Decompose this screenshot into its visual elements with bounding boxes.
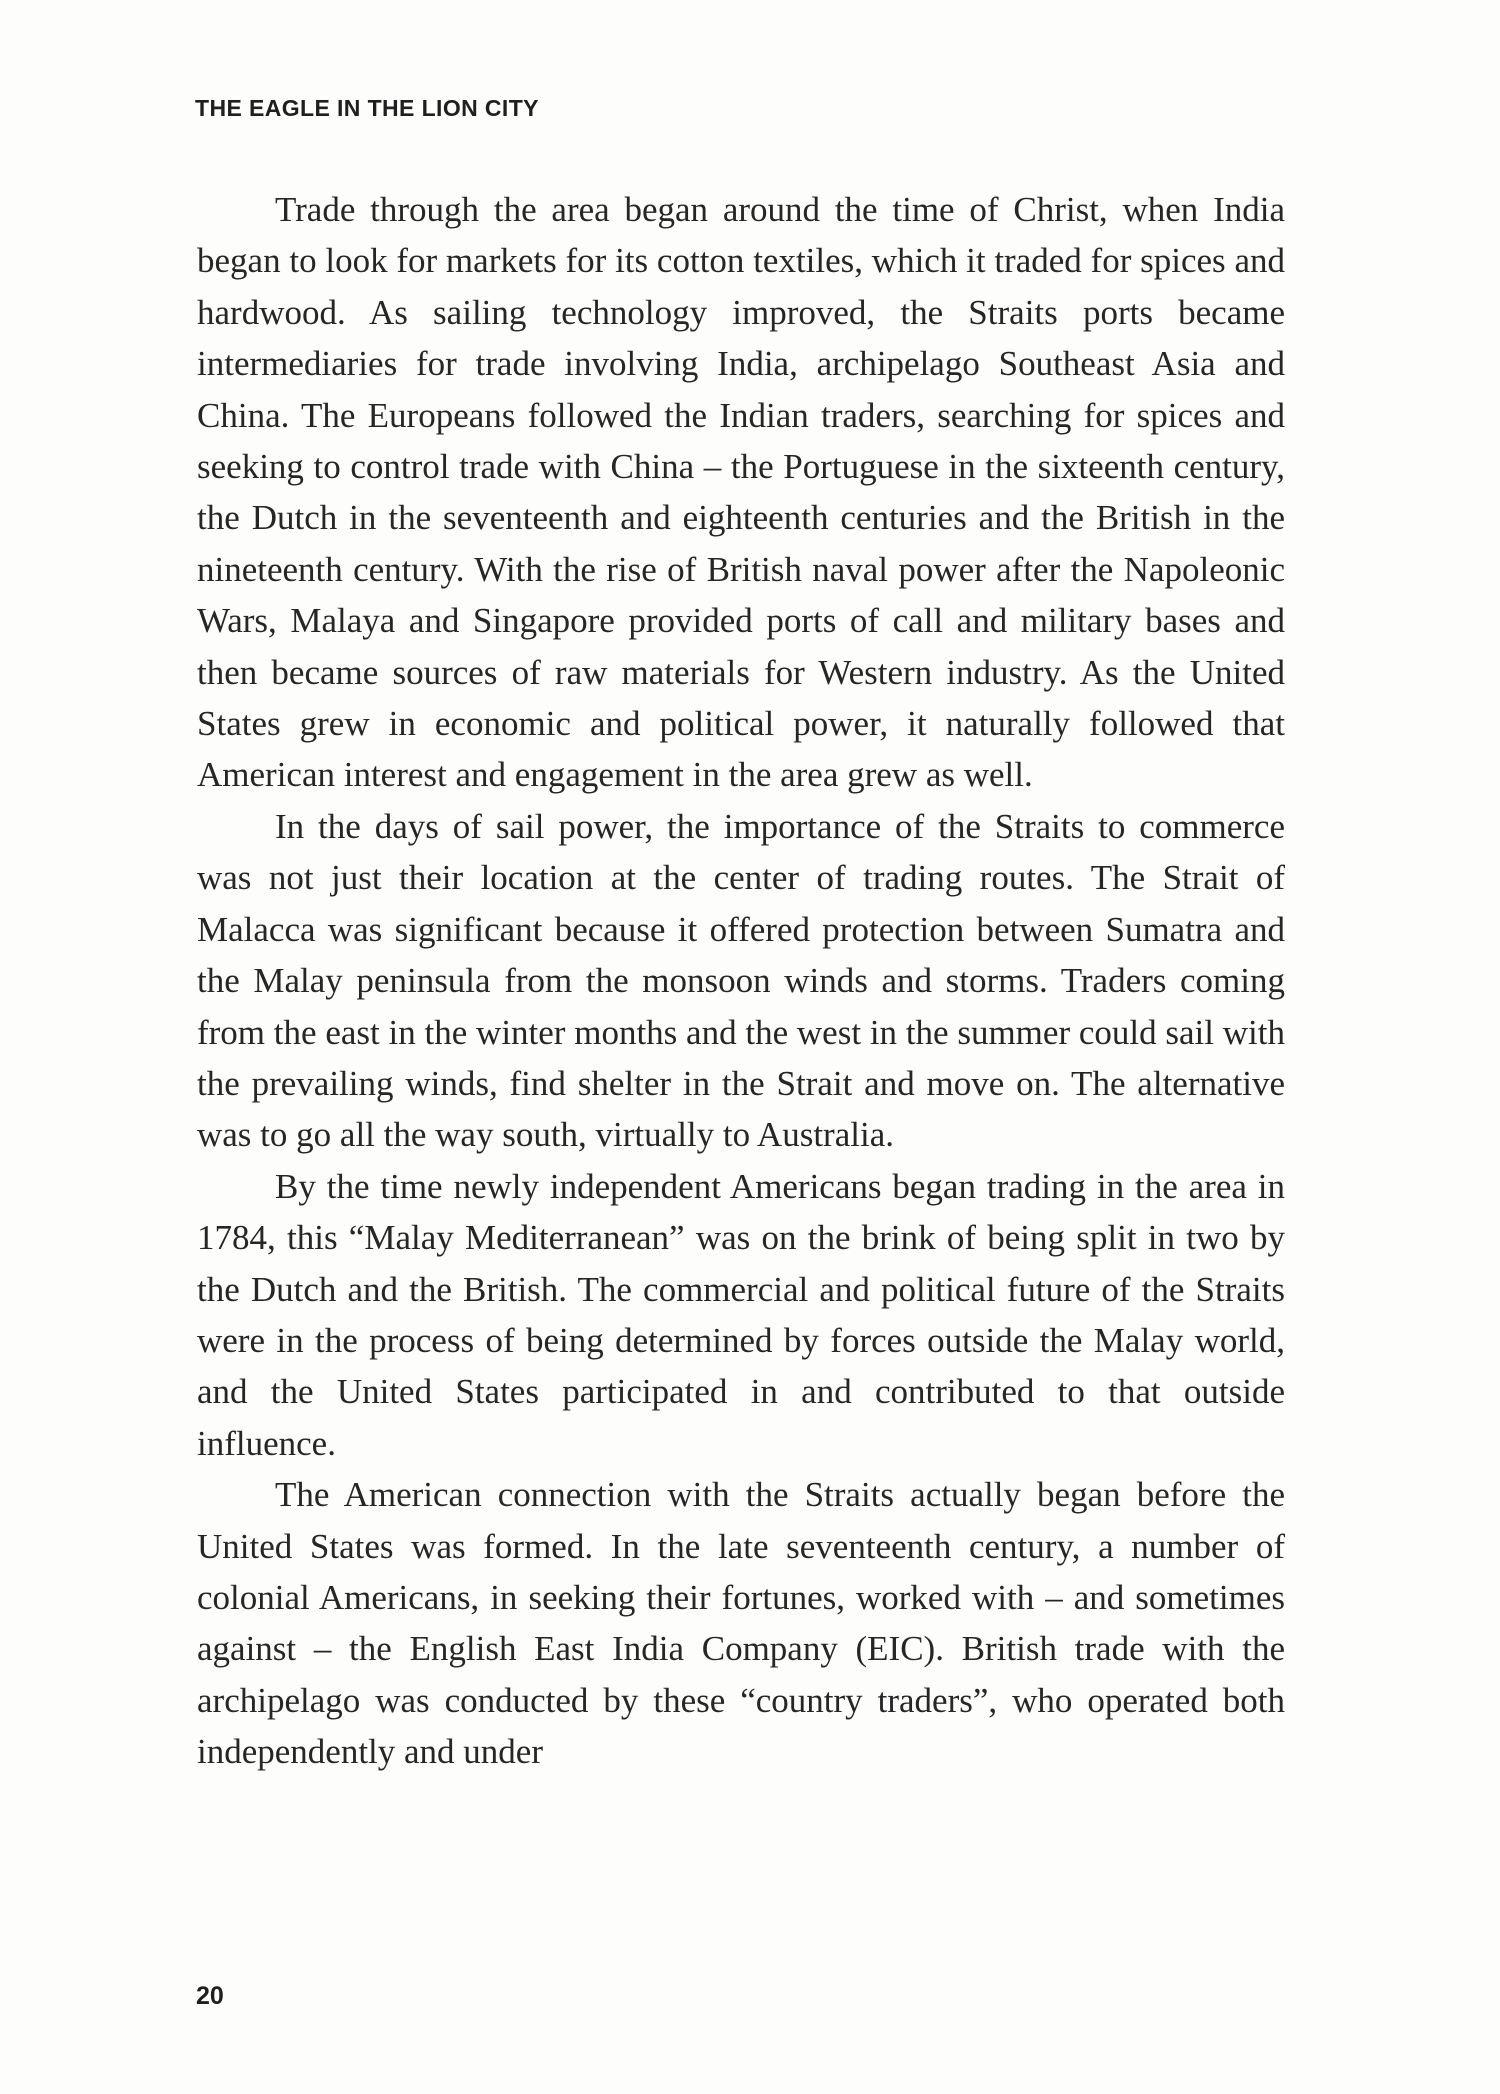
paragraph: The American connection with the Straits actually began before the United States was formed. In the late seventeenth century, a number of colonial Americans, in seeking their fortunes, worked with – and sometimes against – the English East India Company (EIC). British trade with the archipelago was conducted by these “country traders”, who operated both independently and under bbox=[197, 1475, 1285, 1772]
paragraph: In the days of sail power, the importance of the Straits to commerce was not just their location at the center of trading routes. The Strait of Malacca was significant because it offered protection between Sumatra and the Malay peninsula from the monsoon winds and storms. Traders coming from the east in the winter months and the west in the summer could sail with the prevailing winds, find shelter in the Strait and move on. The alternative was to go all the way south, virtually to Australia. bbox=[197, 806, 1285, 1155]
page-number: 20 bbox=[196, 1982, 224, 2010]
running-head: THE EAGLE IN THE LION CITY bbox=[195, 95, 539, 121]
paragraph: Trade through the area began around the time of Christ, when India began to look for markets for its cotton textiles, which it traded for spices and hardwood. As sailing technology improved, the Straits ports became intermediaries for trade involving India, archipelago Southeast Asia and China. The Europeans followed the Indian traders, searching for spices and seeking to control trade with China – the Portuguese in the sixteenth century, the Dutch in the seventeenth and eighteenth centuries and the British in the nineteenth century. With the rise of British naval power after the Napoleonic Wars, Malaya and Singapore provided ports of call and military bases and then became sources of raw materials for Western industry. As the United States grew in economic and political power, it naturally followed that American interest and engagement in the area grew as well. bbox=[197, 190, 1285, 795]
paragraph: By the time newly independent Americans began trading in the area in 1784, this “Malay Mediterranean” was on the brink of being split in two by the Dutch and the British. The commercial and political future of the Straits were in the process of being determined by forces outside the Malay world, and the United States participated in and contributed to that outside influence. bbox=[197, 1166, 1285, 1463]
body-text bbox=[197, 184, 1285, 1778]
